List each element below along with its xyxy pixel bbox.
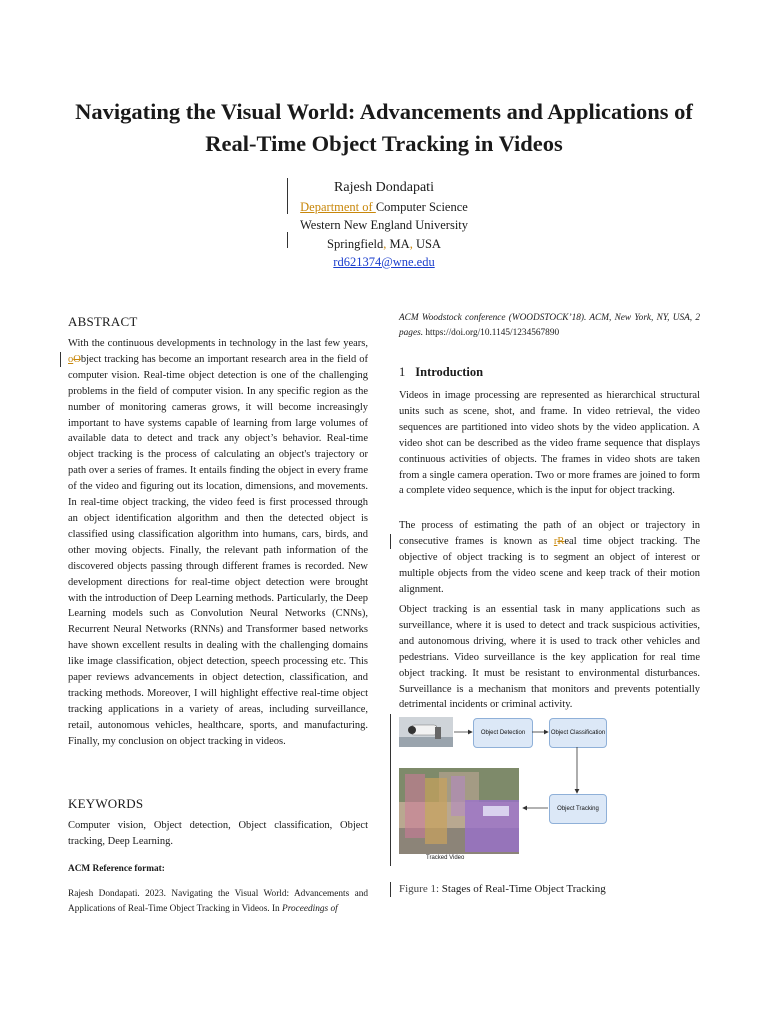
intro-paragraph-3: Object tracking is an essential task in many applications such as surveillance, where it is used to detect and track suspicious activities, and autonomous driving, where it is used to track other vehicles and pedestrians. Video surveillance is the key application for real time object tracking. It must be resistant to environmental disturbances. Surveillance is a mechanism that monitors and prevents potentially detrimental incidents or criminal activity. xyxy=(399,604,700,711)
abstract-text xyxy=(68,336,368,750)
state: MA xyxy=(386,236,410,251)
inserted-text: r xyxy=(553,535,558,547)
reference-proceedings: Proceedings of xyxy=(282,904,338,914)
acm-reference-continued xyxy=(399,311,700,340)
intro-paragraph-2 xyxy=(399,518,700,598)
section-title: Introduction xyxy=(415,365,484,379)
tracked-video-label: Tracked Video xyxy=(426,855,465,861)
figure-stages-diagram xyxy=(399,712,609,868)
abstract-heading: ABSTRACT xyxy=(68,314,138,329)
tracked-video-image xyxy=(399,768,519,854)
section-number: 1 xyxy=(399,365,406,379)
city: Springfield xyxy=(327,236,384,251)
title-line-1: Navigating the Visual World: Advancements and Applications of xyxy=(75,99,693,124)
acm-reference-heading: ACM Reference format: xyxy=(68,864,165,874)
author-university: Western New England University xyxy=(299,218,469,233)
author-department xyxy=(234,198,534,216)
object-classification-box: Object Classification xyxy=(549,718,607,748)
acm-reference-text xyxy=(68,887,368,917)
paragraph-rest: eal time object tracking. The objective of object tracking is to segment an object of interest or multiple objects from the video scene and keep track of their motion alignment. xyxy=(399,535,701,595)
inserted-text: , xyxy=(383,236,387,251)
caption-text: Stages of Real-Time Object Tracking xyxy=(441,883,606,895)
change-bar xyxy=(390,882,391,897)
author-block xyxy=(234,178,534,271)
abstract-text-rest: bject tracking has become an important research area in the field of computer vision. Real-time object detection is one of the challenging problems in the field of computer vision. In any specific region as the number of monitoring cameras grows, it will become increasingly important to have systems capable of learning from large volumes of available data to detect and track any object’s behavior. Real-time object tracking is the process of calculating an object's trajectory or path over a series of frames. It entails finding the object in every frame of the video and figuring out its location, dimensions, and movements. In real-time object tracking, the video feed is first processed through an object identification algorithm and then the detected object is classified using classification algorithm into humans, cars, birds, and other moving objects. Finally, the relevant path information of the discovered objects passing through different frames is recorded. New development directions for real-time object detection were brought with the introduction of Deep Learning methods. Particularly, the Deep Learning models such as Convolution Neural Networks (CNNs), Recurrent Neural Networks (RNNs) and Transformer based networks have shown excellent results in dealing with the challenging domains like image classification, object detection, speech processing etc. This paper reviews advancements in object detection, classification, and tracking methods. Moreover, I will highlight effective real-time object tracking applications in a variety of areas, including surveillance, retail, autonomous vehicles, healthcare, sports, and manufacturing. Finally, my conclusion on object tracking in videos. xyxy=(68,353,368,747)
inserted-text: Department of xyxy=(300,200,376,214)
figure-caption xyxy=(399,883,606,895)
change-bar xyxy=(390,534,391,549)
author-email-link[interactable]: rd621374@wne.edu xyxy=(333,254,435,269)
object-tracking-box: Object Tracking xyxy=(549,794,607,824)
keywords-text: Computer vision, Object detection, Object classification, Object tracking, Deep Learning. xyxy=(68,820,368,847)
department-name: Computer Science xyxy=(375,200,468,214)
abstract-text-start: With the continuous developments in technology in the last few years, xyxy=(68,338,368,349)
reference-doi: https://doi.org/10.1145/1234567890 xyxy=(423,327,560,338)
paper-title xyxy=(40,96,728,160)
reference-body: Rajesh Dondapati. 2023. Navigating the Visual World: Advancements and Applications of Real-Time Object Tracking in Videos. In xyxy=(68,889,368,914)
author-name: Rajesh Dondapati xyxy=(334,180,434,195)
caption-label: Figure 1: xyxy=(399,883,442,895)
inserted-text: , xyxy=(409,236,413,251)
change-bar xyxy=(390,714,391,866)
deleted-text: O xyxy=(73,353,81,365)
title-line-2: Real-Time Object Tracking in Videos xyxy=(205,131,563,156)
introduction-heading xyxy=(399,365,483,380)
keywords-heading: KEYWORDS xyxy=(68,796,144,811)
change-bar xyxy=(60,352,61,367)
paragraph-start: The process of estimating the path of an object or trajectory in consecutive frames is known as xyxy=(399,520,700,547)
inserted-text: o xyxy=(68,353,74,365)
author-location xyxy=(234,235,534,253)
intro-paragraph-1: Videos in image processing are represented as hierarchical structural units such as scene, shot, and frame. In video retrieval, the video sequences are partitioned into video shots by the video application. A video shot can be described as the video frame sequence that displays continuous activities of objects. The frames in video shots are taken from a single camera operation. Two or more frames are joined to form a complete video sequence, which is the input for object tracking. xyxy=(399,390,700,497)
country: USA xyxy=(412,236,441,251)
object-detection-box: Object Detection xyxy=(473,718,533,748)
deleted-text: R xyxy=(557,535,565,547)
reference-venue: ACM Woodstock conference (WOODSTOCK’18). ACM, New York, NY, USA, 2 pages. xyxy=(399,313,700,338)
